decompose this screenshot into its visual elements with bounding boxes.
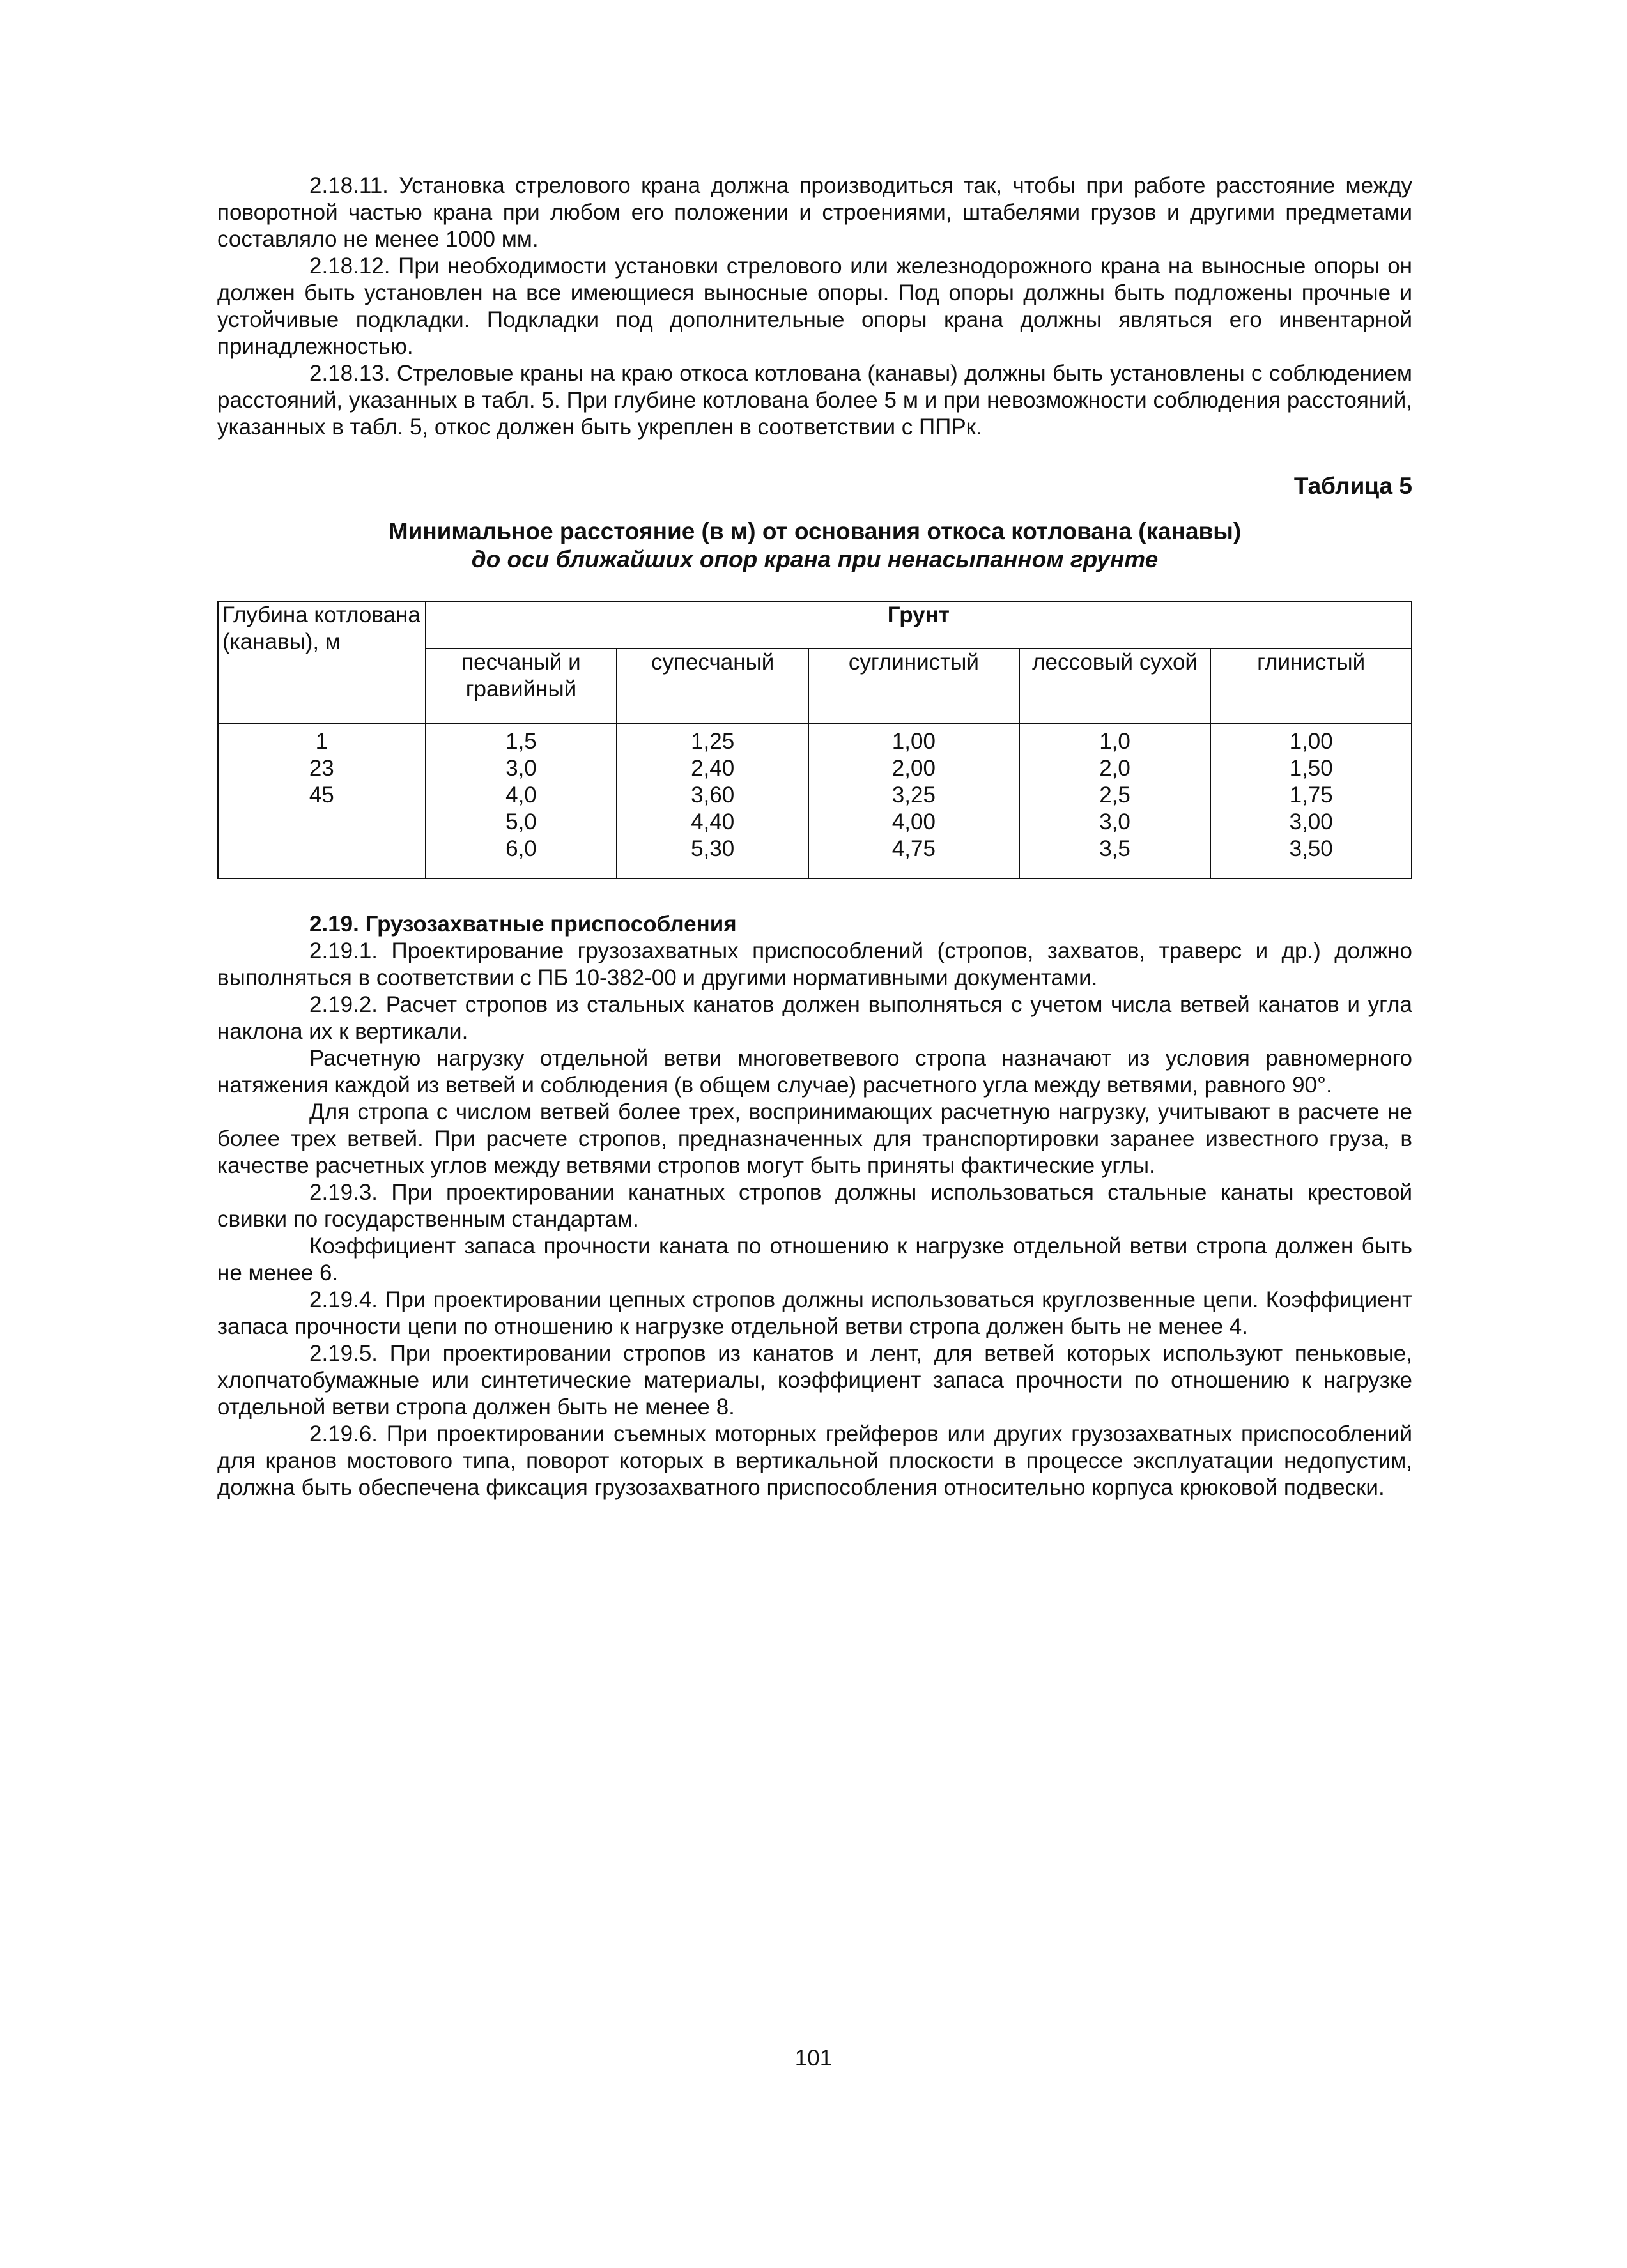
table-cell-value: 4,40 [691,809,735,834]
table-title-line1: Минимальное расстояние (в м) от основания откоса котлована (канавы) [388,518,1242,544]
table-cell-value: 2,0 [1099,756,1130,781]
clay-values-cell [1210,724,1412,878]
section-heading: 2.19. Грузозахватные приспособления [309,912,737,937]
column-header-sand: песчаный и гравийный [426,648,617,724]
table-cell-value: 3,5 [1099,836,1130,861]
table-label: Таблица 5 [1293,473,1412,499]
paragraph-2-19-2: 2.19.2. Расчет стропов из стальных канатов должен выполняться с учетом числа ветвей канатов и угла наклона их к вертикали. [217,992,1412,1044]
table-cell-value: 3,0 [505,756,537,781]
table-cell-value: 4,00 [891,809,936,834]
paragraph-branch-count: Для стропа с числом ветвей более трех, воспринимающих расчетную нагрузку, учитывают в расчете не более трех ветвей. При расчете стропов, предназначенных для транспортировки заранее известного груза, в качестве расчетных углов между ветвями стропов могут быть приняты фактические углы. [217,1100,1412,1178]
table-cell-value: 1,75 [1289,783,1333,808]
table-cell-value: 1,00 [891,729,936,754]
paragraph-2-19-5: 2.19.5. При проектировании стропов из канатов и лент, для ветвей которых используют пеньковые, хлопчатобумажные или синтетические материалы, коэффициент запаса прочности по отношению к нагрузке отдельной ветви стропа должен быть не менее 8. [217,1341,1412,1420]
table-row [218,724,1412,878]
paragraph-branch-load: Расчетную нагрузку отдельной ветви многоветвевого стропа назначают из условия равномерного натяжения каждой из ветвей и соблюдения (в общем случае) расчетного угла между ветвями, равного 90°. [217,1046,1412,1098]
table-title [217,517,1412,574]
column-header-loess: лессовый сухой [1019,648,1211,724]
depth-value: 45 [309,783,334,808]
table-cell-value: 6,0 [505,836,537,861]
ground-header: Грунт [426,601,1412,648]
depth-value: 23 [309,756,334,781]
paragraph-2-19-6: 2.19.6. При проектировании съемных моторных грейферов или других грузозахватных приспособлений для кранов мостового типа, поворот которых в вертикальной плоскости в процессе эксплуатации недопустим, должна быть обеспечена фиксация грузозахватного приспособления относительно корпуса крюковой подвески. [217,1421,1412,1500]
depth-values-cell [218,724,426,878]
table-cell-value: 1,50 [1289,756,1333,781]
table-cell-value: 2,5 [1099,783,1130,808]
column-header-sandy-loam: супесчаный [617,648,808,724]
loam-values-cell [808,724,1019,878]
table-title-line2: до оси ближайших опор крана при ненасыпанном грунте [471,546,1159,572]
table-cell-value: 1,0 [1099,729,1130,754]
loess-values-cell [1019,724,1211,878]
table-cell-value: 2,40 [691,756,735,781]
table-cell-value: 4,0 [505,783,537,808]
table-header-row [218,601,1412,648]
depth-header: Глубина котлована (канавы), м [218,601,426,724]
column-header-loam: суглинистый [808,648,1019,724]
table-cell-value: 2,00 [891,756,936,781]
distance-table [217,601,1412,879]
depth-value: 1 [315,729,328,754]
paragraph-2-19-4: 2.19.4. При проектировании цепных стропов должны использоваться круглозвенные цепи. Коэффициент запаса прочности цепи по отношению к нагрузке отдельной ветви стропа должен быть не менее 4. [217,1287,1412,1339]
table-cell-value: 5,30 [691,836,735,861]
column-header-clay: глинистый [1210,648,1412,724]
table-cell-value: 3,60 [691,783,735,808]
table-cell-value: 3,25 [891,783,936,808]
page-number: 101 [794,2046,833,2071]
paragraph-2-18-11: 2.18.11. Установка стрелового крана должна производиться так, чтобы при работе расстояние между поворотной частью крана при любом его положении и строениями, штабелями грузов и другими предметами составляло не менее 1000 мм. [217,173,1412,252]
table-cell-value: 1,00 [1289,729,1333,754]
paragraph-2-19-1: 2.19.1. Проектирование грузозахватных приспособлений (стропов, захватов, траверс и др.) должно выполняться в соответствии с ПБ 10-382-00 и другими нормативными документами. [217,939,1412,990]
paragraph-2-18-12: 2.18.12. При необходимости установки стрелового или железнодорожного крана на выносные опоры он должен быть установлен на все имеющиеся выносные опоры. Под опоры должны быть подложены прочные и устойчивые подкладки. Подкладки под дополнительные опоры крана должны являться его инвентарной принадлежностью. [217,254,1412,359]
sandy-loam-values-cell [617,724,808,878]
sand-values-cell [426,724,617,878]
table-cell-value: 1,25 [691,729,735,754]
table-cell-value: 3,0 [1099,809,1130,834]
table-cell-value: 3,50 [1289,836,1333,861]
table-cell-value: 1,5 [505,729,537,754]
paragraph-2-18-13: 2.18.13. Стреловые краны на краю откоса котлована (канавы) должны быть установлены с соблюдением расстояний, указанных в табл. 5. При глубине котлована более 5 м и при невозможности соблюдения расстояний, указанных в табл. 5, откос должен быть укреплен в соответствии с ППРк. [217,361,1412,440]
page-content [217,172,1412,1501]
paragraph-2-19-3: 2.19.3. При проектировании канатных стропов должны использоваться стальные канаты крестовой свивки по государственным стандартам. [217,1180,1412,1232]
table-cell-value: 3,00 [1289,809,1333,834]
paragraph-rope-safety-factor: Коэффициент запаса прочности каната по отношению к нагрузке отдельной ветви стропа должен быть не менее 6. [217,1234,1412,1285]
table-cell-value: 5,0 [505,809,537,834]
table-cell-value: 4,75 [891,836,936,861]
